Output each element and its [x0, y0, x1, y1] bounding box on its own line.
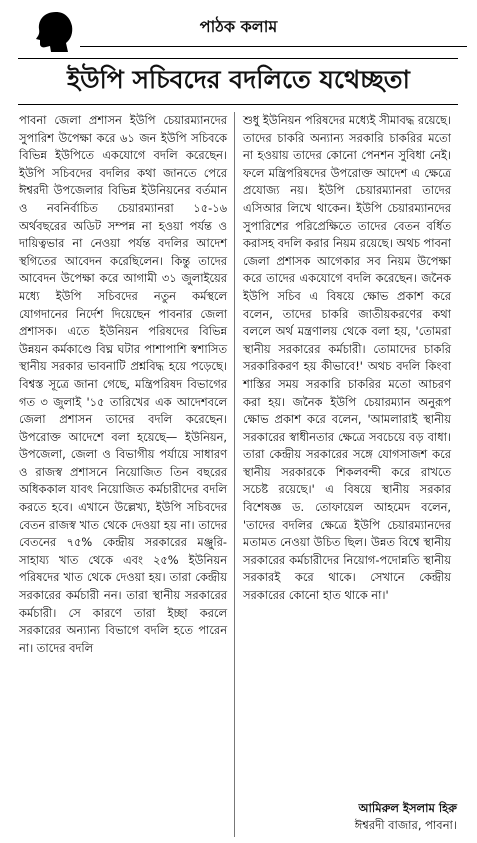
- byline: [355, 800, 457, 834]
- article-text-right: শুধু ইউনিয়ন পরিষদের মধ্যেই সীমাবদ্ধ রয়েছে। তাদের চাকরি অন্যান্য সরকারি চাকরির মতো না হওয়ায় তাদের কোনো পেনশন সুবিধা নেই। ফলে মন্ত্রিপরিষদের উপরোক্ত আদেশ এ ক্ষেত্রে প্রযোজ্য নয়। ইউপি চেয়ারম্যানরা তাদের এসিআর লিখে থাকেন। ইউপি চেয়ারম্যানদের সুপারিশের পরিপ্রেক্ষিতে তাদের বেতন বর্ধিত করাসহ বদলি করার নিয়ম রয়েছে। অথচ পাবনা জেলা প্রশাসক আগেকার সব নিয়ম উপেক্ষা করে তাদের একযোগে বদলি করেছেন। জনৈক ইউপি সচিব এ বিষয়ে ক্ষোভ প্রকাশ করে বলেন, তাদের চাকরি জাতীয়করণের কথা বললে অর্থ মন্ত্রণালয় থেকে বলা হয়, 'তোমরা স্থানীয় সরকারের কর্মচারী। তোমাদের চাকরি সরকারিকরণ হয় কীভাবে!' অথচ বদলি কিংবা শাস্তির সময় সরকারি চাকরির মতো আচরণ করা হয়। জনৈক ইউপি চেয়ারম্যান অনুরূপ ক্ষোভ প্রকাশ করে বলেন, 'আমলারাই স্থানীয় সরকারের স্বাধীনতার ক্ষেত্রে সবচেয়ে বড় বাধা। তারা কেন্দ্রীয় সরকারের সঙ্গে যোগসাজশ করে স্থানীয় সরকারকে শিকলবন্দী করে রাখতে সচেষ্ট রয়েছে।' এ বিষয়ে স্থানীয় সরকার বিশেষজ্ঞ ড. তোফায়েল আহমেদ বলেন, 'তাদের বদলির ক্ষেত্রে ইউপি চেয়ারম্যানদের মতামত নেওয়া উচিত ছিল। উন্নত বিশ্বে স্থানীয় সরকারের কর্মচারীদের নিয়োগ-পদোন্নতি স্থানীয় সরকারই করে থাকে। সেখানে কেন্দ্রীয় সরকারের কোনো হাত থাকে না।': [243, 113, 451, 603]
- article-column-left: [19, 112, 227, 834]
- section-title: পাঠক কলাম: [199, 17, 278, 36]
- headline: ইউপি সচিবদের বদলিতে যথেচ্ছতা: [67, 65, 410, 94]
- article-text-left: পাবনা জেলা প্রশাসন ইউপি চেয়ারম্যানদের সুপারিশ উপেক্ষা করে ৬১ জন ইউপি সচিবকে বিভিন্ন ইউপিতে একযোগে বদলি করেছেন। ইউপি সচিবদের বদলির কথা জানতে পেরে ঈশ্বরদী উপজেলার বিভিন্ন ইউনিয়নের বর্তমান ও নবনির্বাচিত চেয়ারম্যানরা ১৫-১৬ অর্থবছরের অডিট সম্পন্ন না হওয়া পর্যন্ত ও দায়িত্বভার না নেওয়া পর্যন্ত বদলির আদেশ স্থগিতের আবেদন করেছিলেন। কিন্তু তাদের আবেদন উপেক্ষা করে আগামী ৩১ জুলাইয়ের মধ্যে ইউপি সচিবদের নতুন কর্মস্থলে যোগদানের নির্দেশ দিয়েছেন পাবনার জেলা প্রশাসক। এতে ইউনিয়ন পরিষদের বিভিন্ন উন্নয়ন কর্মকাণ্ডে বিঘ্ন ঘটার পাশাপাশি স্বশাসিত স্থানীয় সরকার ভাবনাটি প্রশ্নবিদ্ধ হয়ে পড়েছে। বিশ্বস্ত সূত্রে জানা গেছে, মন্ত্রিপরিষদ বিভাগের গত ৩ জুলাই '১৫ তারিখের এক আদেশবলে জেলা প্রশাসন তাদের বদলি করেছেন। উপরোক্ত আদেশে বলা হয়েছে— ইউনিয়ন, উপজেলা, জেলা ও বিভাগীয় পর্যায়ে সাধারণ ও রাজস্ব প্রশাসনে নিয়োজিত তিন বছরের অধিককাল যাবৎ নিয়োজিত কর্মচারীদের বদলি করতে হবে। এখানে উল্লেখ্য, ইউপি সচিবদের বেতন রাজস্ব খাত থেকে দেওয়া হয় না। তাদের বেতনের ৭৫% কেন্দ্রীয় সরকারের মঞ্জুরি-সাহায্য খাত থেকে এবং ২৫% ইউনিয়ন পরিষদের খাত থেকে দেওয়া হয়। তারা কেন্দ্রীয় সরকারের কর্মচারী নন। তারা স্থানীয় সরকারের কর্মচারী। সে কারণে তারা ইচ্ছা করলে সরকারের অন্যান্য বিভাগে বদলি হতে পারেন না। তাদের বদলি: [19, 113, 227, 655]
- column-divider: [234, 112, 235, 837]
- article-column-right: [243, 112, 451, 792]
- section-header: [10, 6, 467, 54]
- headline-top-rule: [18, 58, 458, 59]
- author-name: আমিরুল ইসলাম হিরু: [358, 801, 457, 815]
- headline-bottom-rule: [18, 104, 458, 105]
- author-location: ঈশ্বরদী বাজার, পাবনা।: [354, 818, 457, 832]
- header-divider: [80, 46, 467, 47]
